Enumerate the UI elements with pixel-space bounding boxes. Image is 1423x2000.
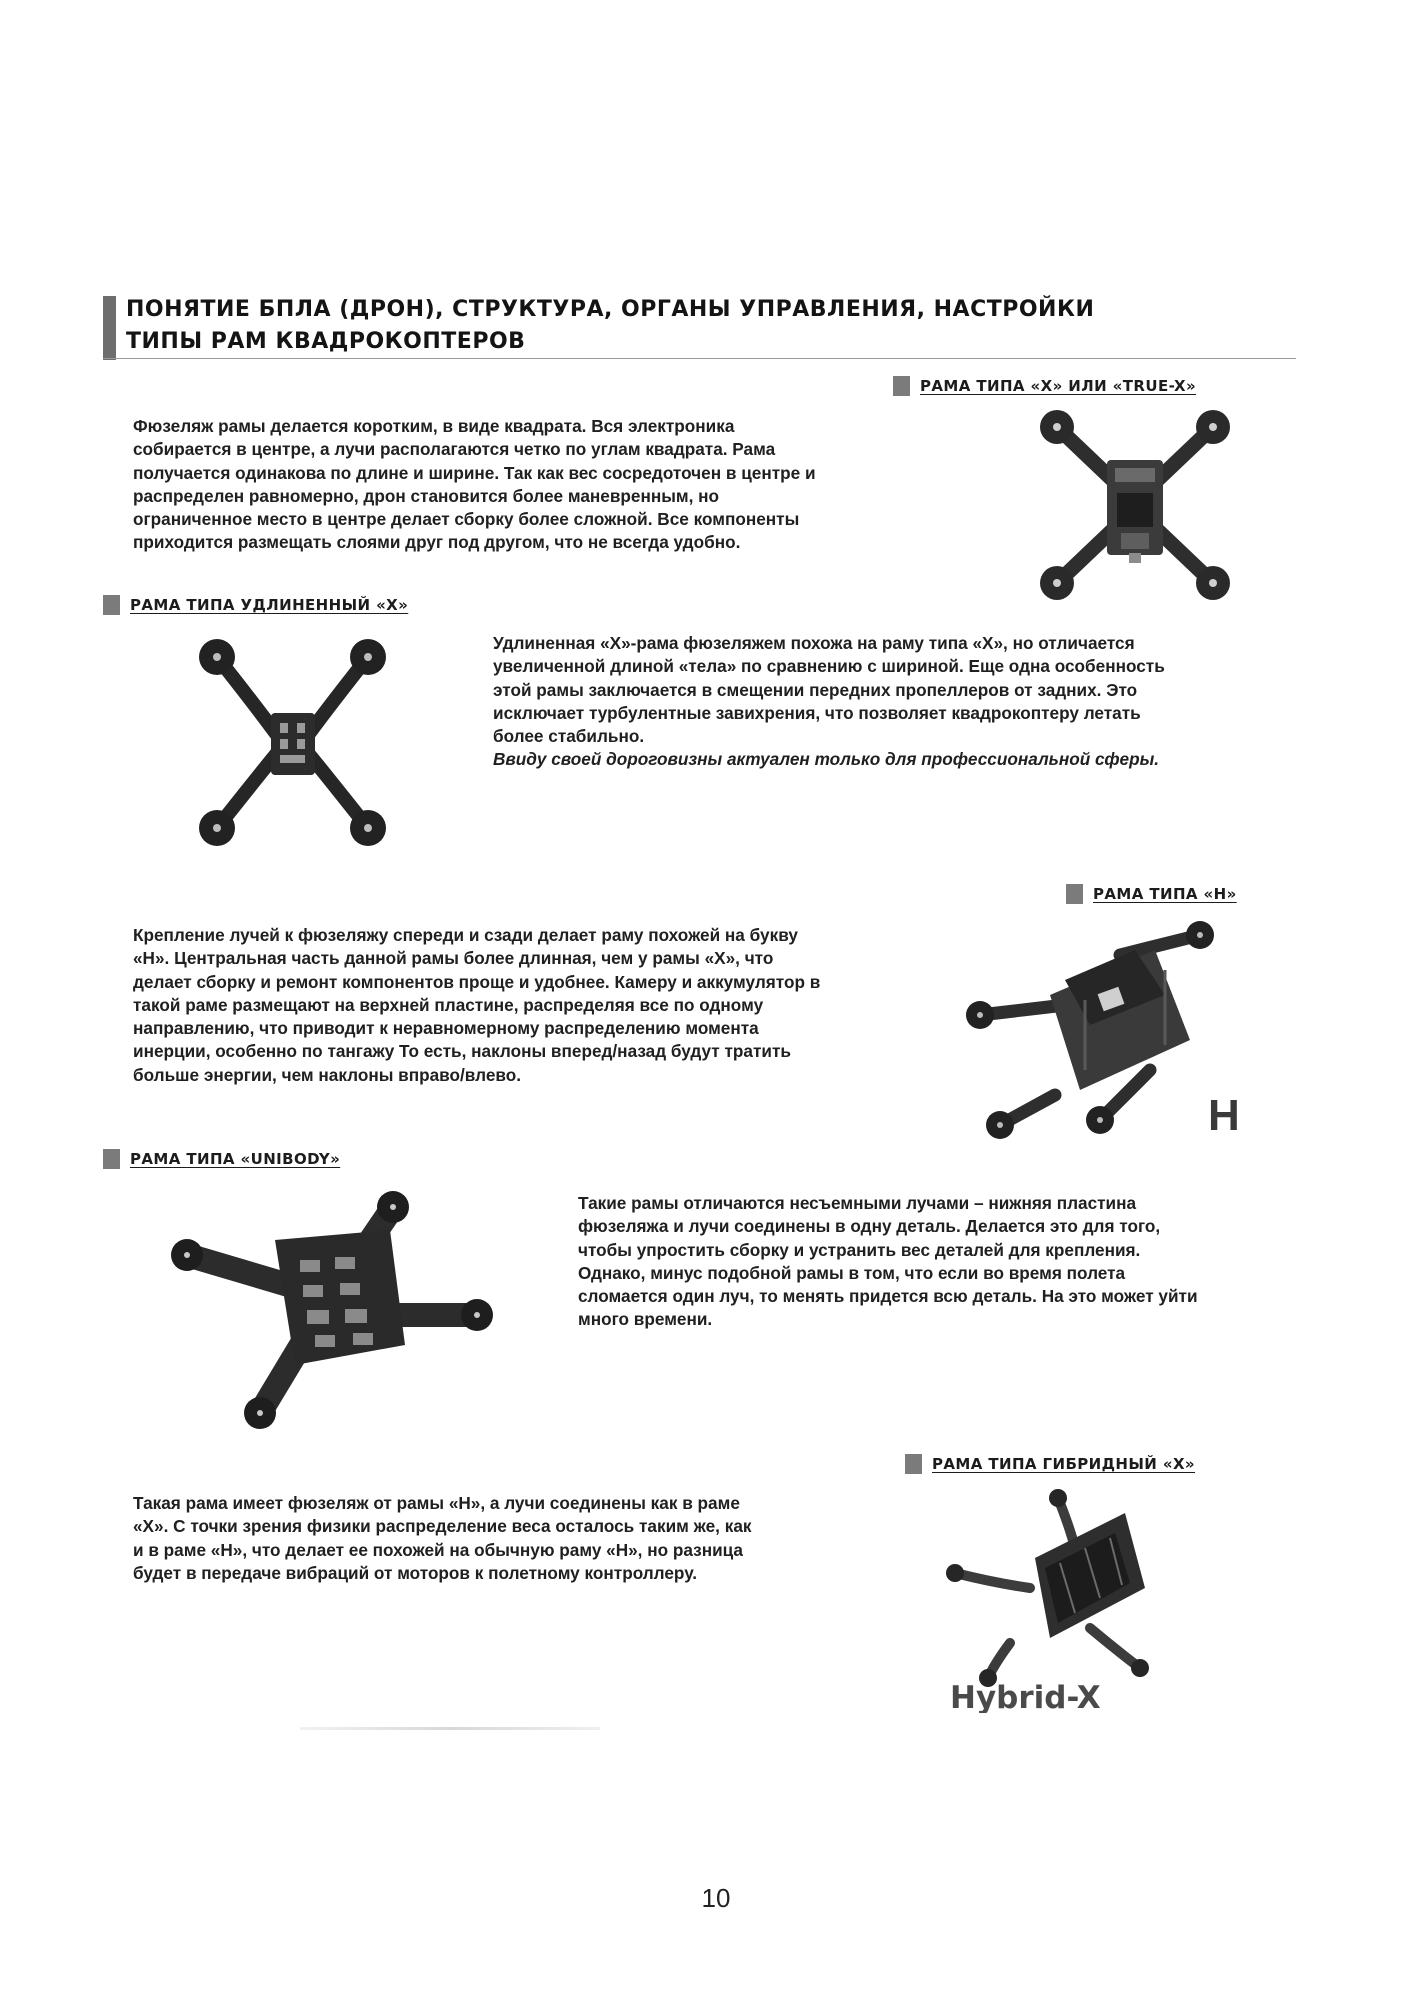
- text-line: более стабильно.: [493, 726, 645, 747]
- text-line: приходится размещать слоями друг под другом, что не всегда удобно.: [133, 532, 741, 553]
- text-line: этой рамы заключается в смещении передних пропеллеров от задних. Это: [493, 679, 1138, 700]
- header-subtitle: ТИПЫ РАМ КВАДРОКОПТЕРОВ: [126, 329, 526, 354]
- hybrid-x-description: [133, 1492, 873, 1585]
- section-title-unibody: [103, 1148, 340, 1170]
- x-frame-description: [133, 415, 933, 555]
- page-number: 10: [701, 1883, 731, 1913]
- text-line: направлению, что приводит к неравномерному распределению момента: [133, 1018, 759, 1039]
- text-line: Удлиненная «Х»-рама фюзеляжем похожа на раму типа «Х», но отличается: [493, 633, 1135, 653]
- h-frame-description: [133, 924, 943, 1087]
- section-title-text: РАМА ТИПА «UNIBODY»: [130, 1150, 341, 1168]
- text-line: Однако, минус подобной рамы в том, что если во время полета: [578, 1262, 1126, 1283]
- text-line: Такая рама имеет фюзеляж от рамы «Н», а лучи соединены как в раме: [133, 1493, 740, 1513]
- text-line: такой раме размещают на верхней пластине, распределяя все по одному: [133, 994, 764, 1015]
- text-line: делает сборку и ремонт компонентов проще и удобнее. Камеру и аккумулятор в: [133, 971, 821, 992]
- text-line: сломается один луч, то менять придется всю деталь. На это может уйти: [578, 1286, 1198, 1307]
- text-line: ограниченное место в центре делает сборку более сложной. Все компоненты: [133, 509, 800, 530]
- section-marker: [1066, 884, 1083, 904]
- text-line: и в раме «Н», что делает ее похожей на обычную раму «Н», но разница: [133, 1539, 743, 1560]
- text-line: чтобы упростить сборку и устранить вес деталей для крепления.: [578, 1239, 1141, 1260]
- section-title-h-frame: [1066, 883, 1237, 905]
- section-marker: [103, 1149, 120, 1169]
- header-accent-bar: [103, 296, 116, 360]
- text-line: исключает турбулентные завихрения, что позволяет квадрокоптеру летать: [493, 702, 1141, 723]
- h-frame-label: H: [1208, 1091, 1240, 1140]
- text-line: фюзеляжа и лучи соединены в одну деталь. Делается это для того,: [578, 1216, 1161, 1237]
- text-line: много времени.: [578, 1309, 713, 1330]
- section-title-hybrid-x: [905, 1453, 1195, 1475]
- text-line: Крепление лучей к фюзеляжу спереди и сзади делает раму похожей на букву: [133, 925, 798, 945]
- header-title: ПОНЯТИЕ БПЛА (ДРОН), СТРУКТУРА, ОРГАНЫ УПРАВЛЕНИЯ, НАСТРОЙКИ: [126, 297, 1095, 322]
- h-frame-photo: [960, 920, 1250, 1150]
- text-line: инерции, особенно по тангажу То есть, наклоны вперед/назад будут тратить: [133, 1041, 791, 1062]
- text-line: получается одинакова по длине и ширине. Так как вес сосредоточен в центре и: [133, 462, 816, 483]
- text-line: Фюзеляж рамы делается коротким, в виде квадрата. Вся электроника: [133, 416, 735, 436]
- section-title-text: РАМА ТИПА «H»: [1093, 885, 1237, 903]
- section-title-text: РАМА ТИПА «X» ИЛИ «TRUE-X»: [920, 377, 1197, 395]
- section-title-text: РАМА ТИПА УДЛИНЕННЫЙ «X»: [130, 596, 409, 614]
- text-line: «Х». С точки зрения физики распределение веса осталось таким же, как: [133, 1516, 752, 1537]
- section-title-text: РАМА ТИПА ГИБРИДНЫЙ «X»: [932, 1455, 1195, 1473]
- stretched-x-note: Ввиду своей дороговизны актуален только для профессиональной сферы.: [493, 749, 1160, 770]
- header-divider: [103, 358, 1296, 359]
- section-marker: [103, 595, 120, 615]
- section-title-x-frame: [893, 375, 1196, 397]
- unibody-frame-photo: [165, 1185, 495, 1430]
- section-marker: [905, 1454, 922, 1474]
- scan-artifact: [300, 1727, 600, 1730]
- text-line: «Н». Центральная часть данной рамы более длинная, чем у рамы «Х», что: [133, 948, 774, 969]
- x-frame-photo: [1035, 405, 1235, 605]
- stretched-x-frame-photo: [185, 635, 400, 850]
- text-line: больше энергии, чем наклоны вправо/влево.: [133, 1064, 522, 1085]
- stretched-x-description: [493, 632, 1323, 772]
- text-line: будет в передаче вибраций от моторов к полетному контроллеру.: [133, 1562, 698, 1583]
- text-line: собирается в центре, а лучи располагаются четко по углам квадрата. Рама: [133, 439, 776, 460]
- hybrid-x-frame-photo: [940, 1488, 1180, 1713]
- text-line: распределен равномерно, дрон становится более маневренным, но: [133, 485, 720, 506]
- section-title-stretched-x: [103, 594, 408, 616]
- unibody-description: [578, 1192, 1338, 1332]
- text-line: Такие рамы отличаются несъемными лучами – нижняя пластина: [578, 1193, 1137, 1213]
- text-line: увеличенной длиной «тела» по сравнению с шириной. Еще одна особенность: [493, 656, 1165, 677]
- page-header: [103, 296, 1296, 360]
- hybrid-x-label: Hybrid-X: [950, 1680, 1101, 1713]
- section-marker: [893, 376, 910, 396]
